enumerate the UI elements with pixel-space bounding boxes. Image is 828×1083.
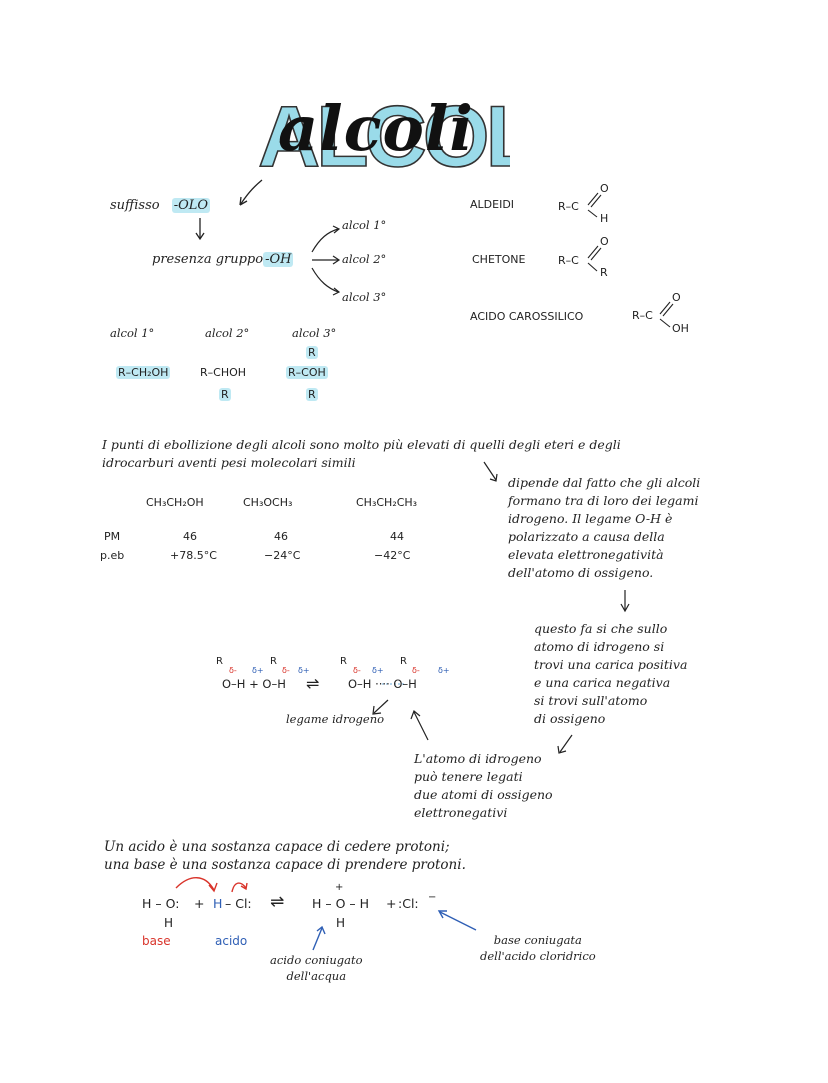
expl-1-line-6: dell'atomo di ossigeno. — [508, 565, 654, 580]
expl-2-line-1: questo fa si che sullo — [534, 621, 668, 636]
alcohol-type-3-label: alcol 3° — [292, 326, 337, 340]
fg-acid-r: R–C — [632, 309, 653, 322]
reaction-plus-1: + — [194, 896, 205, 911]
hbond-delta-plus-1: δ+ — [252, 666, 264, 675]
explanation-2 — [534, 620, 734, 728]
group-value: -OH — [265, 252, 292, 267]
alcohol-type-3-text: R–COH — [288, 366, 326, 379]
acid-base-line-2: una base è una sostanza capace di prendere protoni. — [104, 857, 466, 873]
hbond-delta-minus-1: δ- — [229, 666, 237, 675]
red-arrow-1 — [176, 878, 214, 890]
reaction-conj-acid — [270, 952, 363, 984]
fg-acid-name: ACIDO CAROSSILICO — [470, 310, 584, 323]
expl-1-line-3: idrogeno. Il legame O-H è — [508, 511, 673, 526]
reaction-base-label: base — [142, 934, 171, 948]
reaction-hcl-h: H — [213, 896, 223, 911]
explanation-3 — [414, 750, 614, 822]
hbond-r-3: R — [340, 656, 347, 667]
hbond-delta-minus-4: δ- — [412, 666, 420, 675]
boiling-paragraph — [102, 436, 722, 472]
reaction-water — [142, 896, 179, 911]
expl-2-line-6: di ossigeno — [534, 711, 606, 726]
arrow-conj-base — [440, 912, 476, 930]
expl-3-line-4: elettronegativi — [414, 805, 508, 820]
hbond-delta-minus-3: δ- — [353, 666, 361, 675]
reaction-equilibrium: ⇌ — [270, 892, 285, 912]
acid-base-line-1: Un acido è una sostanza capace di cedere protoni; — [104, 839, 450, 855]
reaction-water-text: H – O: — [142, 896, 180, 911]
reaction-conj-base — [480, 932, 596, 964]
hbond-delta-plus-2: δ+ — [298, 666, 310, 675]
alcohol-type-2-text: R–CHOH — [200, 366, 247, 379]
alcohol-type-2-below — [219, 388, 231, 401]
reaction-hcl-cl: – Cl: — [225, 896, 252, 911]
branch-1: alcol 1° — [342, 218, 387, 232]
conj-acid-line-1: acido coniugato — [270, 953, 363, 967]
alcohol-type-2-label: alcol 2° — [205, 326, 250, 340]
fg-acid-o: O — [672, 291, 681, 304]
alcohol-type-3-formula — [286, 366, 328, 379]
branch-3: alcol 3° — [342, 290, 387, 304]
hbond-delta-plus-4: δ+ — [438, 666, 450, 675]
explanation-1 — [508, 474, 748, 582]
arrow-title-suffix — [240, 180, 262, 205]
expl-1-line-5: elevata elettronegatività — [508, 547, 664, 562]
hbond-r-1: R — [216, 656, 223, 667]
fg-aldehyde-o: O — [600, 182, 609, 195]
expl-1-line-2: formano tra di loro dei legami — [508, 493, 699, 508]
alcohol-type-3-below — [306, 388, 318, 401]
table-header-3: CH₃CH₂CH₃ — [356, 496, 418, 509]
hbond-left-eq: O–H + O–H — [222, 677, 286, 691]
hbond-label: legame idrogeno — [286, 712, 385, 726]
fg-acid-oh: OH — [672, 322, 689, 335]
conj-base-line-2: dell'acido cloridrico — [480, 949, 596, 963]
alcohol-type-1-formula — [116, 366, 170, 379]
table-row-2-val-2: −24°C — [264, 549, 301, 562]
table-row-1-val-3: 44 — [390, 530, 404, 543]
expl-3-line-1: L'atomo di idrogeno — [414, 751, 542, 766]
table-row-1-val-2: 46 — [274, 530, 288, 543]
alcohol-type-1-text: R–CH₂OH — [118, 366, 169, 379]
alcohol-type-1-label: alcol 1° — [110, 326, 155, 340]
conj-acid-line-2: dell'acqua — [286, 969, 347, 983]
reaction-water-h: H — [164, 916, 174, 930]
conj-base-line-1: base coniugata — [493, 933, 582, 947]
hbond-r-2: R — [270, 656, 277, 667]
reaction-hydronium-h: H — [336, 916, 346, 930]
expl-2-line-4: e una carica negativa — [534, 675, 671, 690]
expl-2-line-2: atomo di idrogeno si — [534, 639, 665, 654]
hbond-arrow: ⇌ — [306, 674, 320, 693]
expl-3-line-2: può tenere legati — [414, 769, 523, 784]
title-script: alcoli — [278, 92, 474, 165]
table-header-2: CH₃OCH₃ — [243, 496, 293, 509]
fg-ketone-r: R–C — [558, 254, 579, 267]
reaction-plus-2: + — [386, 896, 397, 911]
suffix-value: -OLO — [173, 198, 209, 213]
table-row-1-val-1: 46 — [183, 530, 197, 543]
reaction-hydronium-charge: + — [335, 882, 344, 893]
reaction-chloride: :Cl: — [398, 896, 419, 911]
expl-1-line-1: dipende dal fatto che gli alcoli — [508, 475, 701, 490]
suffix-label: suffisso — [110, 198, 160, 213]
boiling-line-2: idrocarburi aventi pesi molecolari simili — [102, 455, 356, 470]
expl-1-line-4: polarizzato a causa della — [508, 529, 665, 544]
table-row-1-label: PM — [104, 530, 121, 543]
expl-3-line-3: due atomi di ossigeno — [414, 787, 553, 802]
alcohol-type-3-above — [306, 346, 318, 359]
table-row-2-label: p.eb — [100, 549, 125, 562]
acid-base-paragraph — [104, 838, 624, 874]
hbond-delta-plus-3: δ+ — [372, 666, 384, 675]
table-row-2-val-1: +78.5°C — [170, 549, 217, 562]
fg-ketone-o: O — [600, 235, 609, 248]
fg-aldehyde-r: R–C — [558, 200, 579, 213]
alcohol-type-3-above-r: R — [308, 346, 316, 359]
expl-2-line-5: si trovi sull'atomo — [534, 693, 648, 708]
alcohol-type-2-below-r: R — [221, 388, 229, 401]
branch-2: alcol 2° — [342, 252, 387, 266]
alcohol-type-2-formula — [200, 366, 246, 379]
title-block-text: ALCO — [258, 89, 486, 180]
table-row-2-val-3: −42°C — [374, 549, 411, 562]
group-prefix: presenza gruppo — [152, 252, 264, 267]
hbond-delta-minus-2: δ- — [282, 666, 290, 675]
fg-aldehyde-name: ALDEIDI — [470, 198, 515, 211]
fg-ketone-r2: R — [600, 266, 608, 279]
fg-aldehyde-h: H — [600, 212, 609, 225]
hbond-r-4: R — [400, 656, 407, 667]
reaction-chloride-charge: − — [428, 892, 437, 903]
fg-ketone-name: CHETONE — [472, 253, 526, 266]
alcohol-type-3-below-r: R — [308, 388, 316, 401]
arrow-expl-3-hbond — [414, 712, 428, 740]
boiling-line-1: I punti di ebollizione degli alcoli sono molto più elevati di quelli degli eteri e degli — [102, 437, 621, 452]
expl-2-line-3: trovi una carica positiva — [534, 657, 688, 672]
hbond-right-eq: O–H ···· O–H — [348, 677, 417, 691]
group-row — [152, 252, 293, 267]
reaction-acid-label: acido — [215, 934, 248, 948]
suffix-row — [110, 198, 210, 213]
reaction-hydronium: H – O – H — [312, 896, 370, 911]
table-header-1: CH₃CH₂OH — [146, 496, 204, 509]
